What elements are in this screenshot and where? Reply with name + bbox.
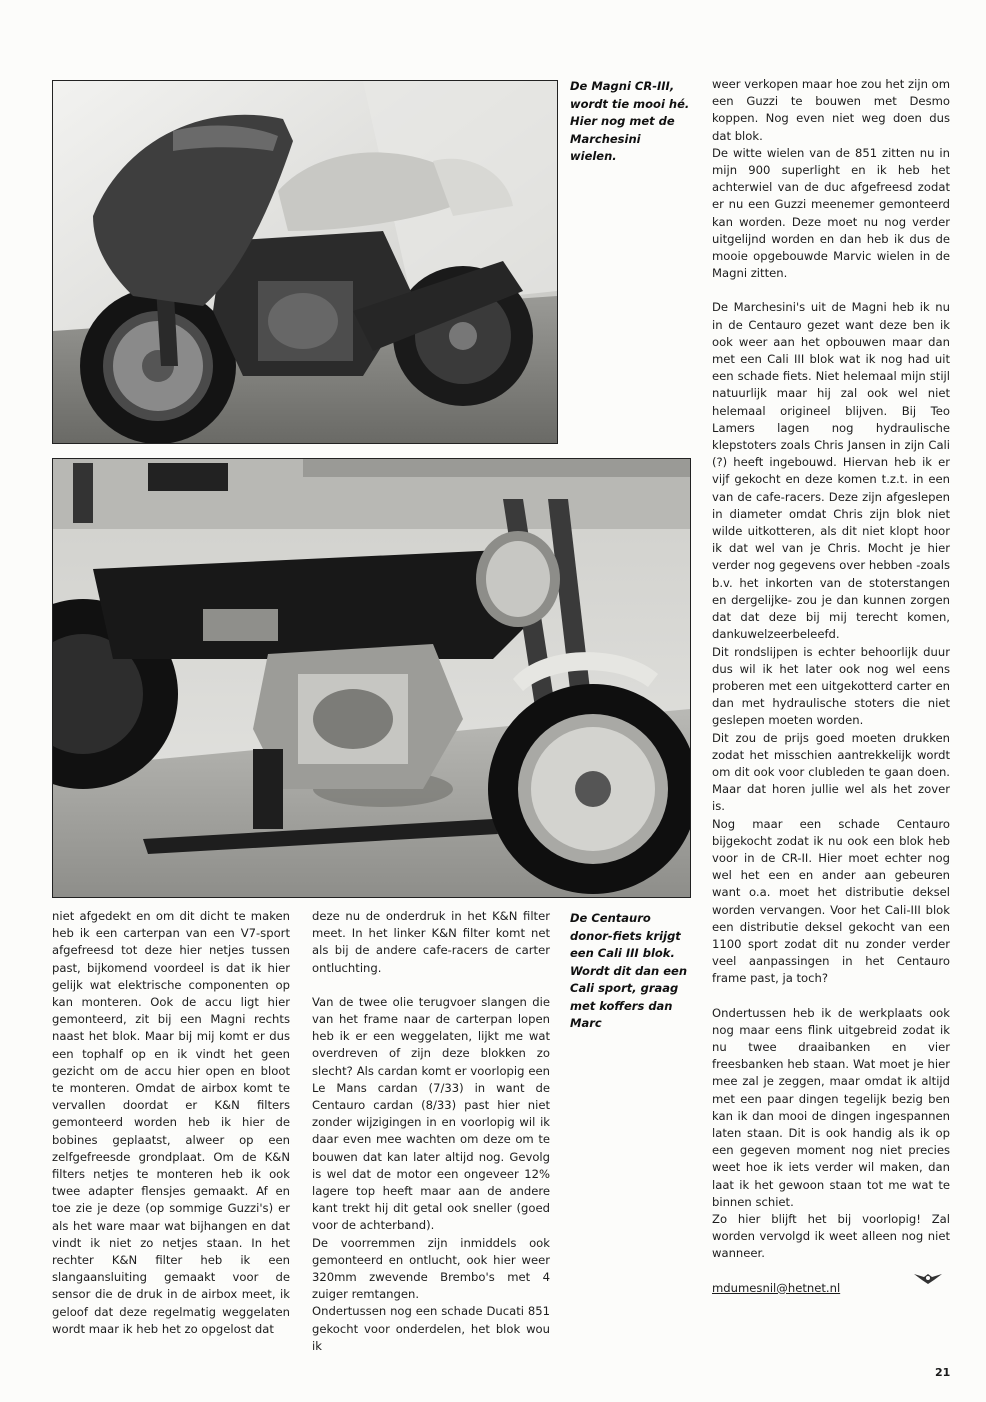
club-eagle-logo-icon — [912, 1270, 944, 1286]
text-column-right — [712, 76, 950, 1297]
paragraph: Van de twee olie terugvoer slangen die van het frame naar de carterpan lopen heb ik er een weggelaten, lijkt me wat overdreven of zijn deze blokken zo slecht? Als cardan komt er voorlopig een Le Mans cardan (7/33) in want de Centauro cardan (8/33) past hier niet zonder wijzigingen in en voorlopig wil ik daar even mee wachten om deze om te bouwen dat kan later altijd nog. Gevolg is wel dat de motor een ongeveer 12% lagere top heeft maar aan de andere kant trekt hij dit getal ook sneller (goed voor de achterband). — [312, 994, 550, 1233]
paragraph: Ondertussen heb ik de werkplaats ook nog maar eens flink uitgebreid zodat ik nu twee draaibanken en vier freesbanken heb staan. Wat moet je hier mee zal je zeggen, maar omdat ik altijd met een paar dingen tegelijk bezig ben kan ik dan mooi de dingen ingespannen laten staan. Dit is ook handig als ik op een gegeven moment nog niet precies weet hoe ik iets verder wil maken, dan laat ik het gewoon staan tot me wat te binnen schiet. — [712, 1005, 950, 1209]
page-number: 21 — [935, 1366, 951, 1379]
paragraph: Dit rondslijpen is echter behoorlijk duur dus wil ik het later ook nog wel eens proberen met een uitgekotterd carter en dan met hydraulische stoters die niet geslepen moeten worden. — [712, 644, 950, 728]
paragraph: deze nu de onderdruk in het K&N filter meet. In het linker K&N filter komt net als bij de andere cafe-racers de carter ontluchting. — [312, 909, 550, 975]
paragraph: De witte wielen van de 851 zitten nu in mijn 900 superlight en ik heb het achterwiel van de duc afgefreesd zodat er nu een Guzzi meenemer gemonteerd kan worden. Deze moet nu nog verder uitgelijnd worden en dan heb ik dus de mooie opgebouwde Marvic wielen in de Magni zitten. — [712, 145, 950, 281]
text-column-bottom-left — [52, 908, 290, 1338]
photo-centauro-donor — [52, 458, 691, 898]
email-link[interactable]: mdumesnil@hetnet.nl — [712, 1280, 841, 1295]
paragraph: Dit zou de prijs goed moeten drukken zodat het misschien aantrekkelijk wordt om dit ook voor clubleden te gaan doen. Maar dat horen jullie wel als het zover is. — [712, 730, 950, 814]
caption-centauro: De Centauro donor-fiets krijgt een Cali III blok. Wordt dit dan een Cali sport, graag met koffers dan Marc — [570, 911, 688, 1030]
photo-magni-cr3 — [52, 80, 558, 444]
paragraph: De voorremmen zijn inmiddels ook gemonteerd en ontlucht, ook hier weer 320mm zwevende Brembo's met 4 zuiger remtangen. — [312, 1235, 550, 1302]
paragraph: weer verkopen maar hoe zou het zijn om een Guzzi te bouwen met Desmo koppen. Nog even niet weg doen dus dat blok. — [712, 77, 950, 143]
paragraph: Ondertussen nog een schade Ducati 851 gekocht voor onderdelen, het blok wou ik — [312, 1304, 550, 1353]
paragraph: Nog maar een schade Centauro bijgekocht zodat ik nu ook een blok heb voor in de CR-II. Hier moet echter nog wel het een en ander aan gebeuren want o.a. moet het distributie deksel worden vervangen. Voor het Cali-III blok een distributie deksel gekocht van een 1100 sport zodat dit nu zonder verder veel aanpassingen in het Centauro frame past, ja toch? — [712, 816, 950, 986]
text-column-bottom-mid — [312, 908, 550, 1355]
centauro-donor-image — [53, 459, 690, 897]
magni-cr3-image — [53, 81, 557, 443]
paragraph: Zo hier blijft het bij voorlopig! Zal worden vervolgd ik weet alleen nog niet wanneer. — [712, 1212, 950, 1261]
paragraph: De Marchesini's uit de Magni heb ik nu in de Centauro gezet want deze ben ik ook weer aan het opbouwen maar dan met een Cali III blok wat ik nog had uit een schade fiets. Niet helemaal mijn stijl natuurlijk maar hij zal ook wel niet helemaal origineel blijven. Bij Teo Lamers lagen nog hydraulische klepstoters zoals Chris Jansen in zijn Cali (?) heeft ingebouwd. Hiervan heb ik er vijf gekocht en deze komen t.z.t. in een van de cafe-racers. Deze zijn afgeslepen in diameter omdat Chris zijn blok niet wilde uitkotteren, als dit niet klopt hoor ik dat wel van je Chris. Mocht je hier verder nog gegevens over hebben -zoals b.v. het inkorten van de stoterstangen en dergelijke- zou je dan kunnen zorgen dat dat deze bij mij terecht komen, dankuwelzeerbeleefd. — [712, 300, 950, 642]
paragraph: niet afgedekt en om dit dicht te maken heb ik een carterpan van een V7-sport afgefreesd tot deze hier netjes tussen past, bijkomend voordeel is dat ik hier gelijk wat elektrische componenten op kan monteren. Ook de accu ligt hier gemonteerd, zit bij een Magni rechts naast het blok. Maar bij mij komt er dus een tophalf op en ik vindt het geen gezicht om de accu hier open en bloot te monteren. Omdat de airbox komt te vervallen doordat er K&N filters gemonteerd worden heb ik hier de bobines geplaatst, alweer op een zelfgefreesde grondplaat. Om de K&N filters netjes te monteren heb ik ook twee adapter flensjes gemaakt. Af en toe zie je deze (op sommige Guzzi's) er als het ware maar wat bijhangen en dat vindt ik niet zo netjes staan. In het rechter K&N filter heb ik een slangaansluiting gemaakt voor de sensor die de druk in de airbox meet, ik geloof dat deze regelmatig weggelaten wordt maar ik heb het zo opgelost dat — [52, 909, 290, 1336]
caption-magni: De Magni CR-III, wordt tie mooi hé. Hier nog met de Marchesini wielen. — [570, 79, 690, 163]
